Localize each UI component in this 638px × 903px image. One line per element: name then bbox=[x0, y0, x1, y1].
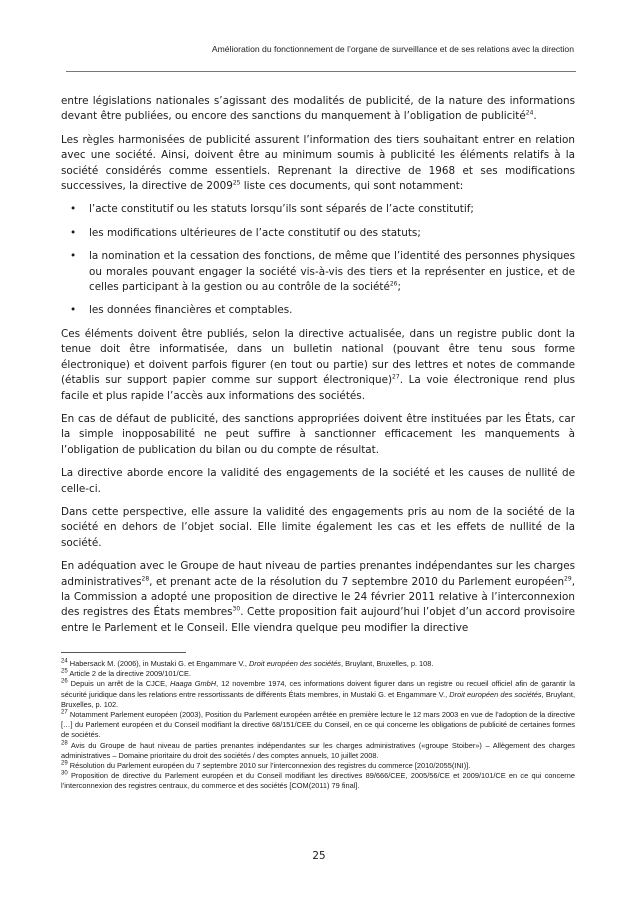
footnote-ref[interactable]: 27 bbox=[392, 373, 400, 381]
paragraph: En adéquation avec le Groupe de haut niveau de parties prenantes indépendantes sur les charges administratives$^{28}$, et prenant acte de la résolution du 7 septembre 2010 du Parlement européen$^{29}$, la Commission a adopté une proposition de directive le 24 février 2011 relative à l’interconnexion des registres des États membres$^{30}$. Cette proposition fait aujourd’hui l’objet d’un accord provisoire entre le Parlement et le Conseil. Elle viendra quelque peu modifier la directive bbox=[61, 560, 575, 634]
paragraph: Dans cette perspective, elle assure la validité des engagements pris au nom de la société de la société en dehors de l’objet social. Elle limite également les cas et les effets de nullité de la société. bbox=[61, 505, 575, 549]
footnote-ref[interactable]: 29 bbox=[564, 575, 572, 583]
footnote: $^{27}$ Notamment Parlement européen (2003), Position du Parlement européen arrêtée en première lecture le 12 mars 2003 en vue de l’adoption de la directive […] du Parlement européen et du Conseil modifiant la directive 68/151/CEE du Conseil, en ce qui concerne les obligations de publicité de certaines formes de sociétés. bbox=[61, 709, 575, 740]
footnote-ref[interactable]: 24 bbox=[525, 109, 534, 117]
footnote: $^{25}$ Article 2 de la directive 2009/101/CE. bbox=[61, 668, 191, 679]
bullet-icon: • bbox=[70, 203, 77, 216]
bullet-icon: • bbox=[70, 250, 77, 263]
page-number: 25 bbox=[312, 850, 326, 862]
footnote: $^{24}$ Habersack M. (2006), in Mustaki G. et Engammare V., Droit européen des sociétés, Bruylant, Bruxelles, p. 108. bbox=[61, 658, 434, 668]
paragraph: La directive aborde encore la validité des engagements de la société et les causes de nullité de celle-ci. bbox=[61, 467, 575, 495]
footnote: $^{30}$ Proposition de directive du Parlement européen et du Conseil modifiant les directives 89/666/CEE, 2005/56/CE et 2009/101/CE en ce qui concerne l’interconnexion des registres centraux, du commerce et des sociétés [COM(2011) 79 final]. bbox=[61, 770, 575, 791]
paragraph: entre législations nationales s’agissant des modalités de publicité, de la nature des informations devant être publiées, ou encore des sanctions du manquement à l’obligation de publicité$^{24}$. bbox=[61, 95, 575, 123]
footnote: $^{28}$ Avis du Groupe de haut niveau de parties prenantes indépendantes sur les charges administratives («groupe Stoiber») – Allègement des charges administratives – Domaine prioritaire du droit des sociétés / des comptes annuels, 10 juillet 2008. bbox=[61, 740, 575, 760]
list-item: • les modifications ultérieures de l’acte constitutif ou des statuts; bbox=[61, 226, 575, 241]
footnote-ref[interactable]: 30 bbox=[232, 605, 241, 613]
bullet-list bbox=[61, 202, 575, 318]
footnotes bbox=[61, 659, 575, 792]
footnote-ref[interactable]: 25 bbox=[232, 179, 241, 187]
paragraph: En cas de défaut de publicité, des sanctions appropriées doivent être instituées par les États, car la simple inopposabilité ne peut suffire à sanctionner efficacement les manquements à l’obligation de publication du bilan ou du compte de résultat. bbox=[61, 412, 575, 456]
footnote-ref[interactable]: 28 bbox=[141, 575, 150, 583]
bullet-icon: • bbox=[70, 304, 77, 317]
list-item: • l’acte constitutif ou les statuts lorsqu’ils sont séparés de l’acte constitutif; bbox=[61, 202, 575, 217]
list-item: • la nomination et la cessation des fonctions, de même que l’identité des personnes physiques ou morales pouvant engager la société vis-à-vis des tiers et la représenter en justice, et de celles participant à la gestion ou au contrôle de la société$^{26}$; bbox=[70, 250, 575, 294]
paragraph: Les règles harmonisées de publicité assurent l’information des tiers souhaitant entrer en relation avec une société. Ainsi, doivent être au minimum soumis à publicité les éléments relatifs à la société considérés comme essentiels. Reprenant la directive de 1968 et ses modifications successives, la directive de 2009$^{25}$ liste ces documents, qui sont notamment: bbox=[61, 133, 575, 193]
body-text bbox=[61, 94, 575, 644]
running-header: Amélioration du fonctionnement de l’organe de surveillance et de ses relations avec la direction bbox=[211, 44, 574, 54]
footnote: $^{26}$ Depuis un arrêt de la CJCE, Haaga GmbH, 12 novembre 1974, ces informations doivent figurer dans un registre ou recueil officiel afin de garantir la sécurité juridique dans les relations entre ressortissants de différents États membres, in Mustaki G. et Engammare V., Droit européen des sociétés, Bruylant, Bruxelles, p. 102. bbox=[61, 678, 575, 709]
bullet-icon: • bbox=[70, 226, 77, 239]
list-item: • les données financières et comptables. bbox=[61, 303, 575, 318]
paragraph: Ces éléments doivent être publiés, selon la directive actualisée, dans un registre public dont la tenue doit être informatisée, dans un bulletin national (pouvant être tenu sous forme électronique) et doivent parfois figurer (en tout ou partie) sur des lettres et notes de commande (établis sur support papier comme sur support électronique)$^{27}$. La voie électronique rend plus facile et plus rapide l’accès aux informations des sociétés. bbox=[61, 327, 575, 402]
header-rule bbox=[66, 71, 576, 72]
footnote: $^{29}$ Résolution du Parlement européen du 7 septembre 2010 sur l’interconnexion des registres du commerce [2010/2055(INI)]. bbox=[61, 760, 471, 771]
footnote-separator bbox=[61, 652, 186, 653]
footnote-ref[interactable]: 26 bbox=[389, 280, 398, 288]
